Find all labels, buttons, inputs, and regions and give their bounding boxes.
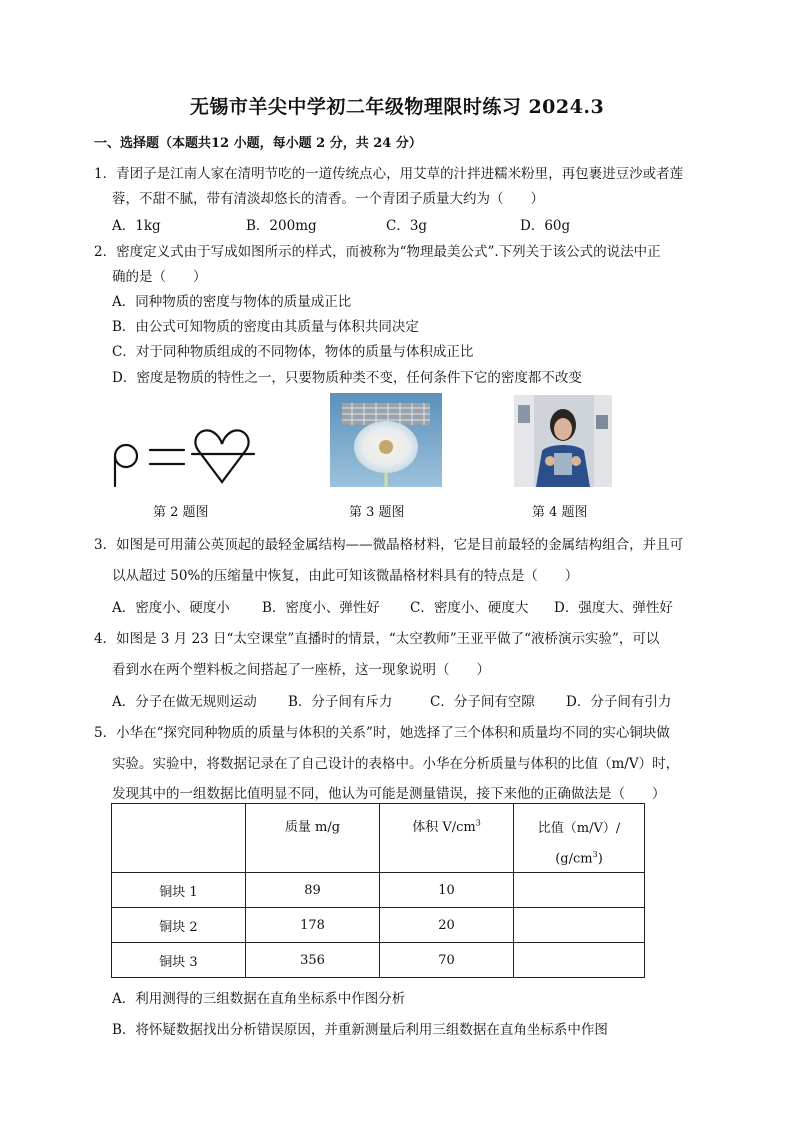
q4-option-a: A．分子在做无规则运动 (112, 694, 257, 710)
question-3-line-1: 3．如图是可用蒲公英顶起的最轻金属结构——微晶格材料，它是目前最轻的金属结构组合，并且可 (94, 537, 684, 553)
table-cell: 89 (246, 873, 380, 908)
dandelion-lattice-photo (330, 393, 442, 487)
table-cell: 铜块 3 (112, 943, 246, 978)
q1-option-a: A．1kg (112, 218, 161, 234)
q4-option-b: B．分子间有斥力 (288, 694, 393, 710)
q1-option-d: D．60g (520, 218, 571, 234)
question-1-line-2: 蓉，不甜不腻，带有清淡却悠长的清香。一个青团子质量大约为（ ） (112, 191, 544, 207)
table-cell: 20 (380, 908, 514, 943)
question-5-line-1: 5．小华在“探究同种物质的质量与体积的关系”时，她选择了三个体积和质量均不同的实心铜块做 (94, 725, 670, 741)
q1-option-c: C．3g (386, 218, 428, 234)
q3-option-a: A．密度小、硬度小 (112, 600, 230, 616)
q4-option-d: D．分子间有引力 (566, 694, 672, 710)
table-cell: 356 (246, 943, 380, 978)
question-3-line-2: 以从超过 50%的压缩量中恢复，由此可知该微晶格材料具有的特点是（ ） (112, 568, 579, 584)
q4-option-c: C．分子间有空隙 (430, 694, 535, 710)
figure-4-caption: 第 4 题图 (532, 505, 588, 520)
section-heading: 一、选择题（本题共12 小题，每小题 2 分，共 24 分） (94, 136, 422, 151)
table-row (112, 943, 645, 978)
question-5-line-2: 实验。实验中，将数据记录在了自己设计的表格中。小华在分析质量与体积的比值（m/V）时， (112, 756, 680, 772)
table-row (112, 908, 645, 943)
q3-option-d: D．强度大、弹性好 (554, 600, 673, 616)
copper-data-table (111, 803, 645, 978)
table-header-cell: 比值（m/V）/ $(g/cm^3)$ (514, 804, 645, 873)
table-cell: 铜块 1 (112, 873, 246, 908)
figure-2-caption: 第 2 题图 (153, 505, 209, 520)
q3-option-b: B．密度小、弹性好 (262, 600, 380, 616)
q5-option-a: A．利用测得的三组数据在直角坐标系中作图分析 (112, 991, 406, 1007)
question-2-line-2: 确的是（ ） (112, 269, 207, 285)
page-title: 无锡市羊尖中学初二年级物理限时练习 2024.3 (189, 96, 605, 118)
q2-option-b: B．由公式可知物质的密度由其质量与体积共同决定 (112, 319, 419, 335)
table-cell (514, 908, 645, 943)
q2-option-a: A．同种物质的密度与物体的质量成正比 (112, 294, 352, 310)
table-cell (514, 873, 645, 908)
q5-option-b: B．将怀疑数据找出分析错误原因，并重新测量后利用三组数据在直角坐标系中作图 (112, 1022, 608, 1038)
q3-option-c: C．密度小、硬度大 (410, 600, 529, 616)
table-cell: 铜块 2 (112, 908, 246, 943)
question-5-line-3: 发现其中的一组数据比值明显不同，他认为可能是测量错误，接下来他的正确做法是（ ） (112, 786, 666, 802)
space-classroom-photo (514, 395, 612, 487)
table-header-cell: 体积 $V/cm^3$ (380, 804, 514, 873)
q2-option-d: D．密度是物质的特性之一，只要物质种类不变，任何条件下它的密度都不改变 (112, 370, 582, 386)
table-cell (514, 943, 645, 978)
density-formula-figure (112, 420, 260, 492)
figure-3-caption: 第 3 题图 (349, 505, 405, 520)
question-4-line-2: 看到水在两个塑料板之间搭起了一座桥，这一现象说明（ ） (112, 662, 490, 678)
question-4-line-1: 4．如图是 3 月 23 日“太空课堂”直播时的情景，“太空教师”王亚平做了“液桥演示实验”，可以 (94, 631, 660, 647)
table-header-row (112, 804, 645, 873)
q2-option-c: C．对于同种物质组成的不同物体，物体的质量与体积成正比 (112, 344, 474, 360)
table-row (112, 873, 645, 908)
question-1-line-1: 1．青团子是江南人家在清明节吃的一道传统点心，用艾草的汁拌进糯米粉里，再包裹进豆沙或者莲 (94, 166, 684, 182)
table-header-cell (112, 804, 246, 873)
table-cell: 10 (380, 873, 514, 908)
question-2-line-1: 2．密度定义式由于写成如图所示的样式，而被称为“物理最美公式”.下列关于该公式的说法中正 (94, 244, 661, 260)
table-header-cell: 质量 m/g (246, 804, 380, 873)
table-cell: 178 (246, 908, 380, 943)
table-cell: 70 (380, 943, 514, 978)
q1-option-b: B．200mg (246, 218, 317, 234)
